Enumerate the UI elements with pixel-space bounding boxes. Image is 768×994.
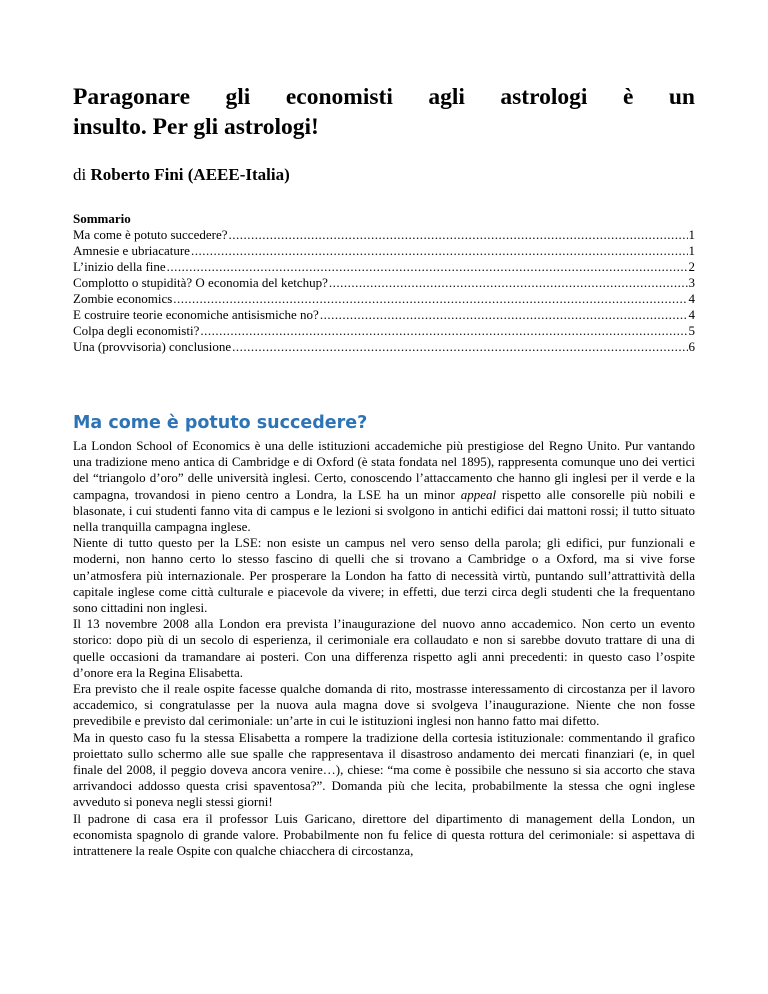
- toc-entry-label: L’inizio della fine: [73, 259, 166, 274]
- toc-entry[interactable]: [73, 275, 695, 291]
- toc-leader-dots: [232, 339, 687, 355]
- byline: [73, 165, 290, 185]
- toc-entry[interactable]: [73, 323, 695, 339]
- toc-entry-page: 6: [688, 339, 695, 354]
- toc-leader-dots: [191, 243, 688, 259]
- toc-entry-page: 1: [688, 243, 695, 258]
- document-title: [73, 82, 695, 142]
- toc-entry[interactable]: [73, 307, 695, 323]
- toc-entry-label: Zombie economics: [73, 291, 173, 306]
- paragraph: La London School of Economics è una delle istituzioni accademiche più prestigiose del Regno Unito. Pur vantando una tradizione meno antica di Cambridge e di Oxford (è stata fondata nel 1895), rappresenta comunque uno dei vertici del “triangolo d’oro” delle università inglesi. Certo, conoscendo l’attaccamento che hanno gli inglesi per il verde e la campagna, trovandosi in pieno centro a Londra, la LSE ha un minor appeal rispetto alle consorelle più nobili e blasonate, i cui studenti fanno vita di campus e le lezioni si svolgono in antichi edifici dai mattoni rossi; il tutto situato nella tranquilla campagna inglese.: [73, 438, 695, 535]
- toc-entry-label: Colpa degli economisti?: [73, 323, 200, 338]
- paragraph: Ma in questo caso fu la stessa Elisabetta a rompere la tradizione della cortesia istituzionale: commentando il grafico proiettato sullo schermo alle sue spalle che rappresentava il disastroso andamento dei mercati finanziari (e, in quel finale del 2008, il peggio doveva ancora venire…), chiese: “ma come è possibile che nessuno si sia accorto che stava arrivandoci addosso questa crisi spaventosa?”. Domanda più che lecita, probabilmente la stessa che ogni inglese avveduto si poneva negli stessi giorni!: [73, 729, 695, 810]
- toc-entry-page: 1: [688, 227, 695, 242]
- toc-leader-dots: [167, 259, 688, 275]
- toc-entry-page: 5: [688, 323, 695, 338]
- toc-entry-page: 3: [688, 275, 695, 290]
- toc-entry-label: Una (provvisoria) conclusione: [73, 339, 232, 354]
- toc-entry-label: Ma come è potuto succedere?: [73, 227, 228, 242]
- toc-entry-label: E costruire teorie economiche antisismiche no?: [73, 307, 319, 322]
- paragraph: Il 13 novembre 2008 alla London era prevista l’inaugurazione del nuovo anno accademico. Non certo un evento storico: dopo più di un secolo di esperienza, il cerimoniale era collaudato e non si sarebbe dovuto trattare di una di quelle occasioni da tramandare ai posteri. Con una differenza rispetto agli anni precedenti: in questo caso l’ospite d’onore era la Regina Elisabetta.: [73, 616, 695, 680]
- toc-entry-page: 4: [688, 307, 695, 322]
- toc-leader-dots: [329, 275, 688, 291]
- title-line-1: Paragonare gli economisti agli astrologi è un: [73, 84, 695, 110]
- toc-entry[interactable]: [73, 243, 695, 259]
- toc-heading: Sommario: [73, 211, 131, 226]
- table-of-contents: [73, 211, 695, 355]
- toc-entry[interactable]: [73, 291, 695, 307]
- toc-entry[interactable]: [73, 339, 695, 355]
- emphasis: appeal: [460, 486, 497, 502]
- section-heading: Ma come è potuto succedere?: [73, 413, 368, 433]
- toc-leader-dots: [173, 291, 687, 307]
- title-line-2: insulto. Per gli astrologi!: [73, 114, 319, 140]
- paragraph: Il padrone di casa era il professor Luis Garicano, direttore del dipartimento di management della London, un economista spagnolo di grande valore. Probabilmente non fu felice di questa rottura del cerimoniale: si aspettava di intrattenere la reale Ospite con qualche chiacchera di circostanza,: [73, 810, 695, 859]
- toc-entry[interactable]: [73, 259, 695, 275]
- byline-author: Roberto Fini (AEEE-Italia): [90, 165, 290, 184]
- toc-entry-page: 4: [688, 291, 695, 306]
- toc-entry-page: 2: [688, 259, 695, 274]
- paragraph: Era previsto che il reale ospite facesse qualche domanda di rito, mostrasse interessamento di circostanza per il lavoro accademico, si congratulasse per la nuova aula magna dove si svolgeva l’inaugurazione. Niente che non fosse prevedibile e previsto dal cerimoniale: un’arte in cui le istituzioni inglesi non hanno fatto mai difetto.: [73, 681, 695, 729]
- toc-entry-label: Complotto o stupidità? O economia del ketchup?: [73, 275, 328, 290]
- toc-leader-dots: [228, 227, 687, 243]
- toc-entry-label: Amnesie e ubriacature: [73, 243, 190, 258]
- byline-prefix: di: [73, 165, 91, 184]
- toc-leader-dots: [320, 307, 688, 323]
- paragraph: Niente di tutto questo per la LSE: non esiste un campus nel vero senso della parola; gli edifici, pur funzionali e moderni, non hanno certo lo stesso fascino di quelli che si trovano a Cambridge o a Oxford, ma si vive forse un’atmosfera più internazionale. Per prosperare la London ha fatto di necessità virtù, puntando sull’attrattività della capitale inglese come città culturale e piacevole da vivere; in effetti, due terzi circa degli studenti che la frequentano sono cittadini non inglesi.: [73, 535, 695, 616]
- body-text: [73, 438, 695, 859]
- toc-leader-dots: [200, 323, 687, 339]
- toc-entry[interactable]: [73, 227, 695, 243]
